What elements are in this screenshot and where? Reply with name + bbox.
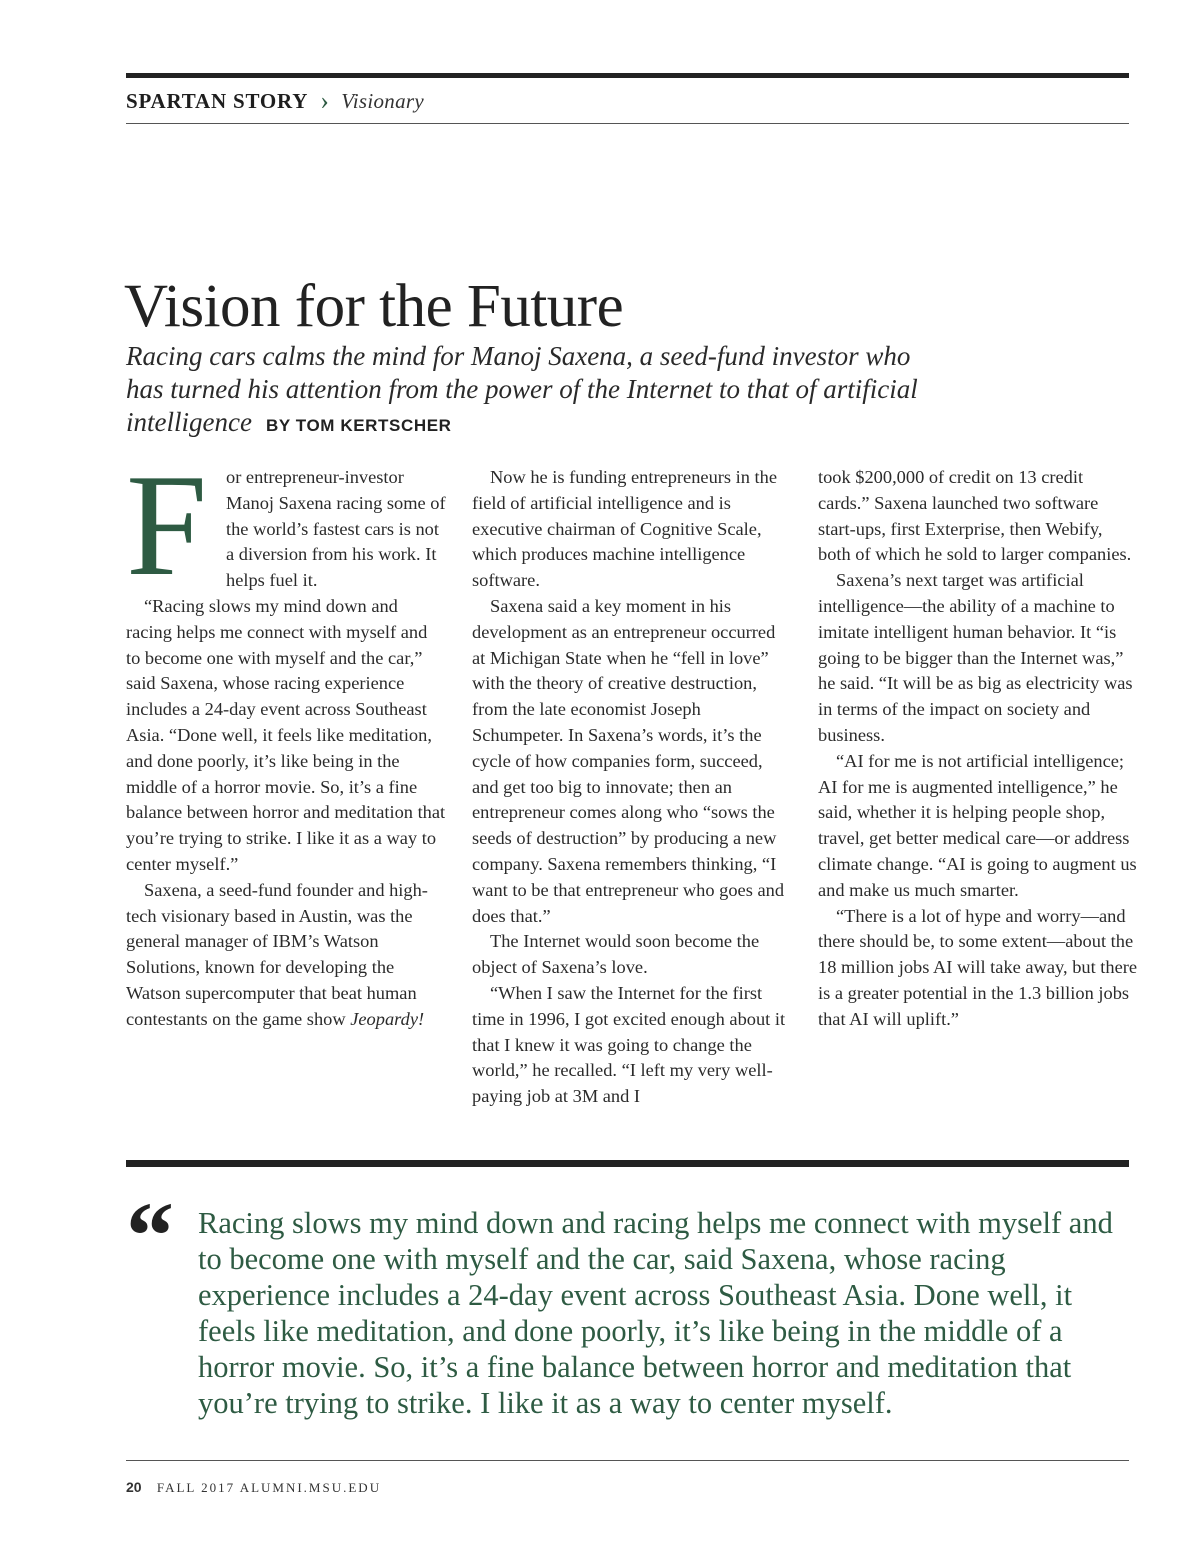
issue-label: FALL 2017 bbox=[156, 1480, 236, 1495]
body-column-3 bbox=[818, 465, 1138, 1033]
show-title: Jeopardy! bbox=[350, 1008, 425, 1029]
paragraph: “When I saw the Internet for the first time in 1996, I got excited enough about it that I knew it was going to change the world,” he recalled. “I left my very well-paying job at 3M and I bbox=[472, 982, 786, 1107]
deck-text: Racing cars calms the mind for Manoj Saxena, a seed-fund investor who has turned his attention from the power of the Internet to that of artificial intelligence bbox=[126, 341, 918, 437]
paragraph-text: Saxena, a seed-fund founder and high-tech visionary based in Austin, was the general manager of IBM’s Watson Solutions, known for developing the Watson supercomputer that beat human contestants on the game show bbox=[126, 879, 428, 1029]
paragraph: Saxena’s next target was artificial intelligence—the ability of a machine to imitate intelligent human behavior. It “is going to be bigger than the Internet was,” he said. “It will be as big as electricity was in terms of the impact on society and business. bbox=[818, 570, 1133, 745]
paragraph: “AI for me is not artificial intelligence; AI for me is augmented intelligence,” he said, whether it is helping people shop, travel, get better medical care—or address climate change. “AI is going to augment us and make us much smarter. bbox=[818, 750, 1137, 900]
footer-divider bbox=[126, 1460, 1129, 1461]
paragraph: Now he is funding entrepreneurs in the field of artificial intelligence and is executive chairman of Cognitive Scale, which produces machine intelligence software. bbox=[472, 467, 778, 591]
subsection-label: Visionary bbox=[341, 88, 424, 113]
drop-cap: F bbox=[126, 444, 208, 606]
paragraph: took $200,000 of credit on 13 credit cards.” Saxena launched two software start-ups, first Exterprise, then Webify, both of which he sold to larger companies. bbox=[818, 467, 1132, 565]
section-header bbox=[126, 86, 424, 116]
paragraph: “Racing slows my mind down and racing helps me connect with myself and to become one with myself and the car,” said Saxena, whose racing experience includes a 24-day event across Southeast Asia. “Done well, it feels like meditation, and done poorly, it’s like being in the middle of a horror movie. So, it’s a fine balance between horror and meditation that you’re trying to strike. I like it as a way to center myself.” bbox=[126, 595, 446, 874]
article-deck bbox=[126, 340, 926, 442]
site-url: ALUMNI.MSU.EDU bbox=[239, 1480, 382, 1495]
paragraph bbox=[126, 878, 446, 1033]
byline: BY TOM KERTSCHER bbox=[265, 416, 452, 435]
page-footer bbox=[126, 1479, 381, 1496]
page-number: 20 bbox=[126, 1479, 142, 1495]
body-column-1 bbox=[126, 444, 446, 1033]
article-title: Vision for the Future bbox=[124, 273, 624, 340]
body-column-2 bbox=[472, 465, 792, 1110]
paragraph: “There is a lot of hype and worry—and there should be, to some extent—about the 18 million jobs AI will take away, but there is a greater potential in the 1.3 billion jobs that AI will uplift.” bbox=[818, 905, 1138, 1029]
section-label: SPARTAN STORY bbox=[126, 88, 309, 113]
pullquote-text: Racing slows my mind down and racing helps me connect with myself and to become one with myself and the car, said Saxena, whose racing experience includes a 24-day event across Southeast Asia. Done well, it feels like meditation, and done poorly, it’s like being in the middle of a horror movie. So, it’s a fine balance between horror and meditation that you’re trying to strike. I like it as a way to center myself. bbox=[198, 1206, 1113, 1420]
pullquote-rule bbox=[126, 1160, 1129, 1167]
quote-mark-icon: “ bbox=[126, 1182, 174, 1289]
chevron-right-icon: › bbox=[320, 86, 330, 115]
top-rule bbox=[126, 73, 1129, 78]
paragraph: or entrepreneur-investor Manoj Saxena racing some of the world’s fastest cars is not a diversion from his work. It helps fuel it. bbox=[226, 467, 446, 591]
header-divider bbox=[126, 123, 1129, 124]
paragraph: The Internet would soon become the object of Saxena’s love. bbox=[472, 931, 760, 978]
paragraph: Saxena said a key moment in his development as an entrepreneur occurred at Michigan State when he “fell in love” with the theory of creative destruction, from the late economist Joseph Schumpeter. In Saxena’s words, it’s the cycle of how companies form, succeed, and get too big to innovate; then an entrepreneur comes along who “sows the seeds of destruction” by producing a new company. Saxena remembers thinking, “I want to be that entrepreneur who goes and does that.” bbox=[472, 595, 785, 926]
